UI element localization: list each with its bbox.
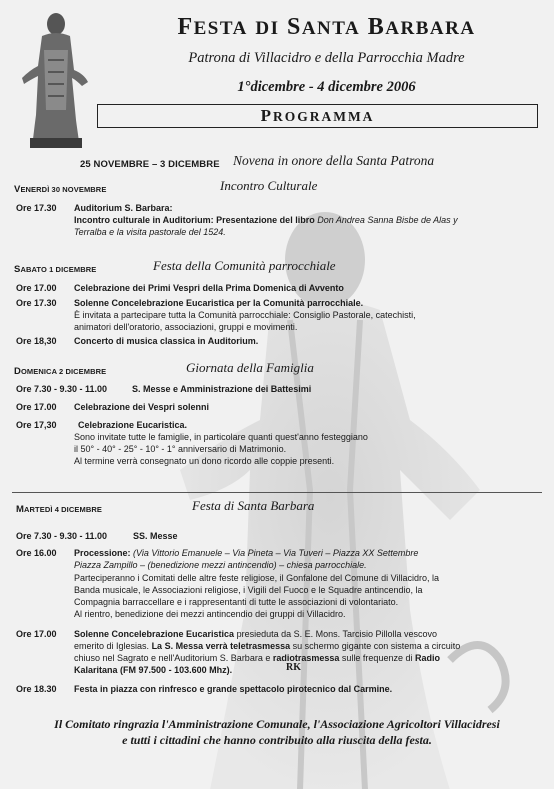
event-line: È invitata a partecipare tutta la Comunità parrocchiale: Consiglio Pastorale, catechisti,: [74, 310, 416, 320]
event-line: Celebrazione dei Vespri solenni: [74, 402, 210, 412]
day-label-initial: V: [14, 184, 21, 195]
event-line: Terralba e la visita pastorale del 1524.: [74, 227, 226, 237]
day-label-initial: D: [14, 366, 21, 377]
event-line-part: Radio: [414, 653, 440, 663]
procession-route: (Via Vittorio Emanuele – Via Pineta – Via Tuveri – Piazza XX Settembre: [133, 548, 419, 558]
section-divider: [12, 492, 542, 493]
event-line: [74, 665, 232, 676]
title-letter-f: F: [177, 14, 194, 40]
event-line-part: (FM 97.500 - 103.600 Mhz).: [120, 665, 233, 675]
footer-thanks-line-2: e tutti i cittadini che hanno contribuito alla riuscita della festa.: [122, 733, 432, 747]
title-word-anta: ANTA: [301, 18, 361, 39]
event-line: animatori dell'oratorio, associazioni, gruppi e movimenti.: [74, 322, 298, 332]
event-line: Concerto di musica classica in Auditorium.: [74, 336, 259, 346]
event-line: S. Messe e Amministrazione dei Battesimi: [132, 384, 312, 394]
footer-thanks-line-1: Il Comitato ringrazia l'Amministrazione Comunale, l'Associazione Agricoltori Villacidresi: [54, 717, 500, 731]
programma-heading-box: [97, 104, 538, 128]
title-word-arbara: ARBARA: [385, 18, 476, 39]
event-line: Solenne Concelebrazione Eucaristica per la Comunità parrocchiale.: [74, 298, 364, 308]
event-line: Festa in piazza con rinfresco e grande spettacolo pirotecnico dal Carmine.: [74, 684, 393, 694]
day-theme-domenica: Giornata della Famiglia: [186, 360, 314, 375]
book-title: Don Andrea Sanna Bisbe de Alas y: [317, 215, 458, 225]
event-time: Ore 17.00: [16, 402, 57, 412]
event-line: Piazza Zampillo – (benedizione mezzi antincendio) – chiesa parrocchiale.: [74, 560, 367, 570]
event-line: SS. Messe: [133, 531, 178, 541]
day-theme-martedi: Festa di Santa Barbara: [192, 498, 315, 513]
event-line: Banda musicale, le Associazioni religiose, i Vigili del Fuoco e le Squadre antincendio, la: [74, 585, 423, 595]
event-dates: 1°dicembre - 4 dicembre 2006: [237, 79, 416, 95]
event-line-part: Solenne Concelebrazione Eucaristica: [74, 629, 235, 639]
event-line: [74, 641, 460, 652]
page-title: [104, 14, 549, 41]
event-time: Ore 18,30: [16, 336, 57, 346]
title-word-esta: ESTA: [193, 18, 248, 39]
day-label-venerdi: [14, 184, 106, 195]
programma-word-rest: ROGRAMMA: [272, 109, 375, 124]
event-line-part: su schermo gigante con sistema a circuito: [292, 641, 461, 651]
event-line-part: La S. Messa verrà teletrasmessa: [151, 641, 291, 651]
event-line-part: Kalaritana: [74, 665, 118, 675]
event-line: Parteciperanno i Comitati delle altre feste religiose, il Gonfalone del Comune di Villacidro, la: [74, 573, 440, 583]
event-line-part: chiuso nel Sagrato e nell'Auditorium S. Barbara e: [74, 653, 271, 663]
event-line-part: presieduta da S. E. Mons. Tarcisio Pillolla vescovo: [236, 629, 438, 639]
event-time: Ore 7.30 - 9.30 - 11.00: [16, 384, 108, 394]
event-line: Al termine verrà consegnato un dono ricordo alle coppie presenti.: [74, 456, 335, 466]
event-time: Ore 17,30: [16, 420, 57, 430]
day-label-sabato: [14, 264, 96, 275]
procession-label: Processione:: [74, 548, 131, 558]
day-label-domenica: [14, 366, 106, 377]
event-time: Ore 17.30: [16, 298, 57, 308]
event-line: Celebrazione Eucaristica.: [78, 420, 188, 430]
event-time: Ore 7.30 - 9.30 - 11.00: [16, 531, 108, 541]
event-line: [74, 629, 437, 640]
day-label-rest: ENERDÌ 30 NOVEMBRE: [20, 185, 107, 194]
rk-logo: RK: [286, 662, 301, 673]
event-time: Ore 17.00: [16, 283, 57, 293]
page-subtitle: Patrona di Villacidro e della Parrocchia Madre: [188, 50, 465, 66]
day-theme-sabato: Festa della Comunità parrocchiale: [153, 258, 336, 273]
title-word-di: DI: [255, 18, 280, 39]
day-label-initial: M: [16, 504, 25, 515]
event-line: il 50° - 40° - 25° - 10° - 1° anniversario di Matrimonio.: [74, 444, 287, 454]
programma-letter-p: P: [260, 106, 273, 125]
event-line: [74, 653, 440, 664]
event-time: Ore 16.00: [16, 548, 57, 558]
title-letter-b: B: [367, 14, 386, 40]
event-line: Compagnia barraccellare e i rappresentanti di tutte le associazioni di volontariato.: [74, 597, 399, 607]
event-line-part: Incontro culturale in Auditorium: Presentazione del libro: [74, 215, 315, 225]
day-label-rest: OMENICA 2 DICEMBRE: [20, 367, 107, 376]
event-line: [74, 215, 458, 226]
title-letter-s: S: [286, 14, 302, 40]
event-line: Celebrazione dei Primi Vespri della Prima Domenica di Avvento: [74, 283, 344, 293]
event-line: Sono invitate tutte le famiglie, in particolare quanti quest'anno festeggiano: [74, 432, 368, 442]
event-time: Ore 17.00: [16, 629, 57, 639]
day-label-initial: S: [14, 264, 21, 275]
saint-barbara-statue-image: [20, 10, 90, 150]
event-line: Al rientro, benedizione dei mezzi antincendio dei gruppi di Villacidro.: [74, 609, 346, 619]
saint-statue-background-image: [150, 190, 540, 789]
event-line: [74, 548, 418, 559]
day-label-martedi: [16, 504, 102, 515]
day-theme-venerdi: Incontro Culturale: [220, 178, 318, 193]
novena-theme: Novena in onore della Santa Patrona: [233, 153, 435, 168]
event-time: Ore 18.30: [16, 684, 57, 694]
day-label-rest: ABATO 1 DICEMBRE: [20, 265, 97, 274]
day-label-rest: ARTEDÌ 4 DICEMBRE: [24, 505, 102, 514]
event-time: Ore 17.30: [16, 203, 57, 213]
novena-date-range: 25 NOVEMBRE – 3 DICEMBRE: [80, 159, 220, 170]
event-line-part: sulle frequenze di: [341, 653, 413, 663]
event-line: Auditorium S. Barbara:: [74, 203, 173, 213]
event-line-part: emerito di Iglesias.: [74, 641, 150, 651]
event-line-part: radiotrasmessa: [272, 653, 340, 663]
